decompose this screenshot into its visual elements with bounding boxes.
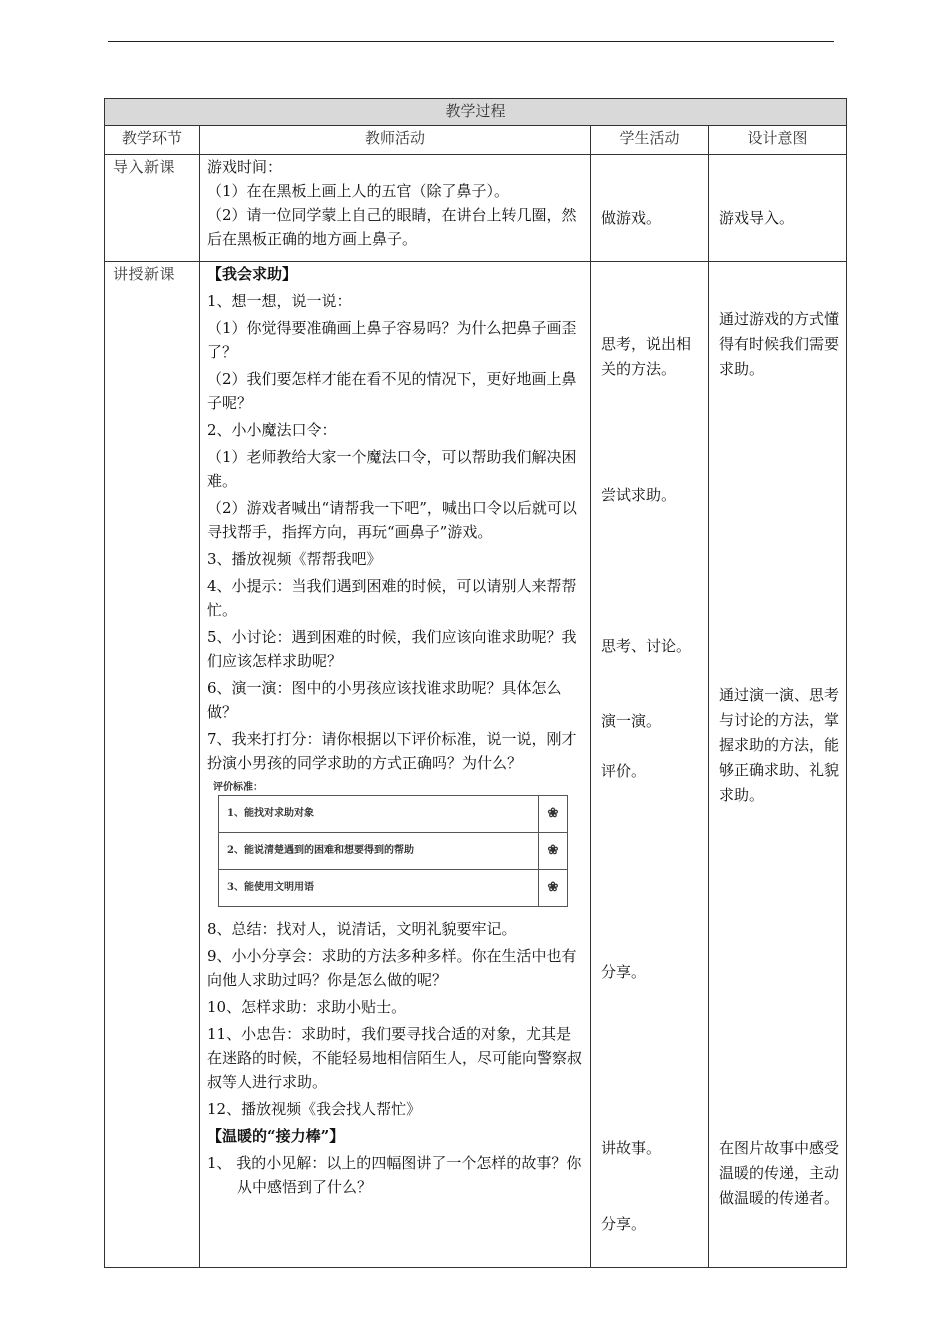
section-title-relay: 【温暖的“接力棒”】 (207, 1127, 345, 1145)
teacher-line: 7、我来打打分：请你根据以下评价标准，说一说，刚才扮演小男孩的同学求助的方式正确吗？为什么？ (207, 730, 577, 772)
rubric-item: 3、能使用文明用语 (219, 870, 539, 907)
rubric-item: 1、能找对求助对象 (219, 796, 539, 833)
table-header-row (105, 126, 847, 155)
teacher-line: 8、总结：找对人，说清话，文明礼貌要牢记。 (207, 920, 517, 938)
rubric-table (218, 795, 568, 907)
student-note: 评价。 (601, 762, 647, 780)
teacher-activity-new-lesson (200, 262, 591, 1268)
header-teacher: 教师活动 (200, 126, 591, 155)
student-note: 分享。 (601, 1215, 647, 1233)
teacher-line: 6、演一演：图中的小男孩应该找谁求助呢？具体怎么做？ (207, 679, 562, 721)
teacher-line: （2）我们要怎样才能在看不见的情况下，更好地画上鼻子呢？ (207, 370, 577, 412)
student-note: 演一演。 (601, 712, 662, 730)
teacher-line: 游戏时间： (207, 158, 283, 176)
student-note: 分享。 (601, 963, 647, 981)
header-rule (108, 41, 834, 42)
table-row-intro (105, 155, 847, 262)
design-intent-intro (709, 155, 847, 262)
stage-new-lesson: 讲授新课 (105, 262, 200, 1268)
header-student: 学生活动 (591, 126, 709, 155)
teacher-line: （1）老师教给大家一个魔法口令，可以帮助我们解决困难。 (207, 448, 577, 490)
flower-icon: ❀ (539, 870, 568, 907)
section-title-help: 【我会求助】 (207, 265, 298, 283)
header-stage: 教学环节 (105, 126, 200, 155)
rubric-row (219, 833, 568, 870)
student-note: 思考，说出相关的方法。 (601, 335, 692, 378)
intent-note: 在图片故事中感受温暖的传递，主动做温暖的传递者。 (719, 1139, 840, 1207)
teacher-line: 1、想一想，说一说： (207, 292, 352, 310)
teacher-line: 4、小提示：当我们遇到困难的时候，可以请别人来帮帮忙。 (207, 577, 577, 619)
flower-icon: ❀ (539, 796, 568, 833)
evaluation-criteria-image (210, 781, 572, 907)
teacher-line: 11、小忠告：求助时，我们要寻找合适的对象，尤其是在迷路的时候，不能轻易地相信陌生人，尽可能向警察叔叔等人进行求助。 (207, 1025, 583, 1091)
table-title-row (105, 99, 847, 126)
design-intent-new-lesson (709, 262, 847, 1268)
teacher-line: 3、播放视频《帮帮我吧》 (207, 550, 382, 568)
teacher-line: 1、 我的小见解：以上的四幅图讲了一个怎样的故事？你从中感悟到了什么？ (207, 1154, 582, 1196)
flower-icon: ❀ (539, 833, 568, 870)
teacher-line: （1）在在黑板上画上人的五官（除了鼻子）。 (207, 182, 510, 200)
table-title: 教学过程 (105, 99, 847, 126)
student-activity-intro (591, 155, 709, 262)
teacher-activity-intro (200, 155, 591, 262)
rubric-row (219, 796, 568, 833)
teacher-line: （2）请一位同学蒙上自己的眼睛，在讲台上转几圈，然后在黑板正确的地方画上鼻子。 (207, 206, 577, 248)
rubric-item: 2、能说清楚遇到的困难和想要得到的帮助 (219, 833, 539, 870)
teacher-line: 2、小小魔法口令： (207, 421, 337, 439)
rubric-title: 评价标准： (213, 782, 263, 793)
student-note: 做游戏。 (601, 209, 662, 227)
student-note: 讲故事。 (601, 1139, 662, 1157)
stage-intro: 导入新课 (105, 155, 200, 262)
student-note: 思考、讨论。 (601, 637, 692, 655)
student-note: 尝试求助。 (601, 486, 677, 504)
teacher-line: （2）游戏者喊出“请帮我一下吧”，喊出口令以后就可以寻找帮手，指挥方向，再玩“画鼻子”游戏。 (207, 499, 577, 541)
lesson-process-table (104, 98, 847, 1268)
teacher-line: 10、怎样求助：求助小贴士。 (207, 998, 407, 1016)
teacher-line: 12、播放视频《我会找人帮忙》 (207, 1100, 422, 1118)
intent-note: 通过游戏的方式懂得有时候我们需要求助。 (719, 310, 840, 378)
intent-note: 通过演一演、思考与讨论的方法，掌握求助的方法，能够正确求助、礼貌求助。 (719, 686, 840, 804)
student-activity-new-lesson (591, 262, 709, 1268)
teacher-line: 9、小小分享会：求助的方法多种多样。你在生活中也有向他人求助过吗？你是怎么做的呢？ (207, 947, 577, 989)
intent-note: 游戏导入。 (719, 209, 795, 227)
table-row-new-lesson (105, 262, 847, 1268)
teacher-line: （1）你觉得要准确画上鼻子容易吗？为什么把鼻子画歪了？ (207, 319, 577, 361)
rubric-row (219, 870, 568, 907)
header-intent: 设计意图 (709, 126, 847, 155)
teacher-line: 5、小讨论：遇到困难的时候，我们应该向谁求助呢？我们应该怎样求助呢？ (207, 628, 577, 670)
